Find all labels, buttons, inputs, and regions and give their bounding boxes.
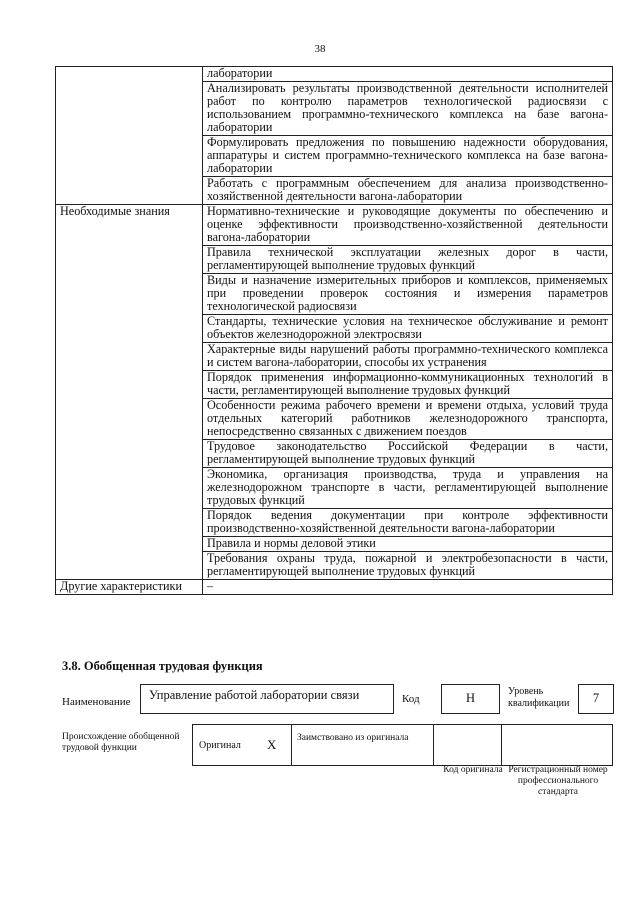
table-cell: Виды и назначение измерительных приборов и комплексов, применяемых при проведении проверок состояния и измерения параметров технологической радиосвязи	[203, 274, 613, 315]
code-value-box	[441, 684, 500, 714]
table-cell: Особенности режима рабочего времени и времени отдыха, условий труда отдельных категорий работников железнодорожного транспорта, непосредственно связанных с движением поездов	[203, 399, 613, 440]
section-title: 3.8. Обобщенная трудовая функция	[62, 659, 263, 673]
knowledge-skills-table	[55, 66, 613, 595]
table-cell: лаборатории	[203, 67, 613, 82]
row-group-label: Другие характеристики	[56, 580, 203, 595]
table-cell: Характерные виды нарушений работы программно-технического комплекса и систем вагона-лаборатории, способы их устранения	[203, 343, 613, 371]
table-cell: Нормативно-технические и руководящие документы по обеспечению и оценке эффективности производственно-хозяйственной деятельности вагона-лаборатории	[203, 205, 613, 246]
borrowed-label: Заимствовано из оригинала	[297, 733, 409, 743]
table-cell: Требования охраны труда, пожарной и электробезопасности в части, регламентирующей выполнение трудовых функций	[203, 552, 613, 580]
divider	[291, 725, 292, 765]
table-row	[56, 67, 613, 82]
name-value: Управление работой лаборатории связи	[149, 688, 360, 702]
name-label: Наименование	[62, 696, 131, 708]
table-row	[56, 205, 613, 246]
name-value-box	[140, 684, 394, 714]
table-cell: Правила и нормы деловой этики	[203, 537, 613, 552]
reg-number-label: Регистрационный номер профессионального стандарта	[508, 765, 608, 797]
divider	[501, 725, 502, 765]
code-original-label: Код оригинала	[443, 765, 503, 775]
level-value-box	[578, 684, 614, 714]
table-cell: Порядок применения информационно-коммуникационных технологий в части, регламентирующей выполнение трудовых функций	[203, 371, 613, 399]
divider	[433, 725, 434, 765]
table-cell: Порядок ведения документации при контроле эффективности производственно-хозяйственной деятельности вагона-лаборатории	[203, 509, 613, 537]
page-number: 38	[314, 43, 326, 55]
origin-row-box	[192, 724, 613, 766]
level-label: Уровень квалификации	[508, 686, 570, 709]
table-row	[56, 580, 613, 595]
original-label: Оригинал	[199, 740, 241, 751]
table-cell: Формулировать предложения по повышению надежности оборудования, аппаратуры и систем программно-технического комплекса на базе вагона-лаборатории	[203, 136, 613, 177]
row-group-label	[56, 67, 203, 205]
table-cell: Стандарты, технические условия на техническое обслуживание и ремонт объектов железнодорожной электросвязи	[203, 315, 613, 343]
table-cell: –	[203, 580, 613, 595]
original-mark: X	[267, 737, 277, 752]
origin-label: Происхождение обобщенной трудовой функции	[62, 732, 180, 753]
table-cell: Правила технической эксплуатации железных дорог в части, регламентирующей выполнение трудовых функций	[203, 246, 613, 274]
code-value: Н	[465, 691, 476, 705]
table-cell: Анализировать результаты производственной деятельности исполнителей работ по контролю параметров технологической радиосвязи с использованием программно-технического комплекса на базе вагона-лаборатории	[203, 82, 613, 136]
table-cell: Экономика, организация производства, труда и управления на железнодорожном транспорте в части, регламентирующей выполнение трудовых функций	[203, 468, 613, 509]
row-group-label: Необходимые знания	[56, 205, 203, 580]
code-label: Код	[402, 693, 420, 705]
table-cell: Работать с программным обеспечением для анализа производственно-хозяйственной деятельности вагона-лаборатории	[203, 177, 613, 205]
table-cell: Трудовое законодательство Российской Федерации в части, регламентирующей выполнение трудовых функций	[203, 440, 613, 468]
level-value: 7	[592, 691, 600, 705]
